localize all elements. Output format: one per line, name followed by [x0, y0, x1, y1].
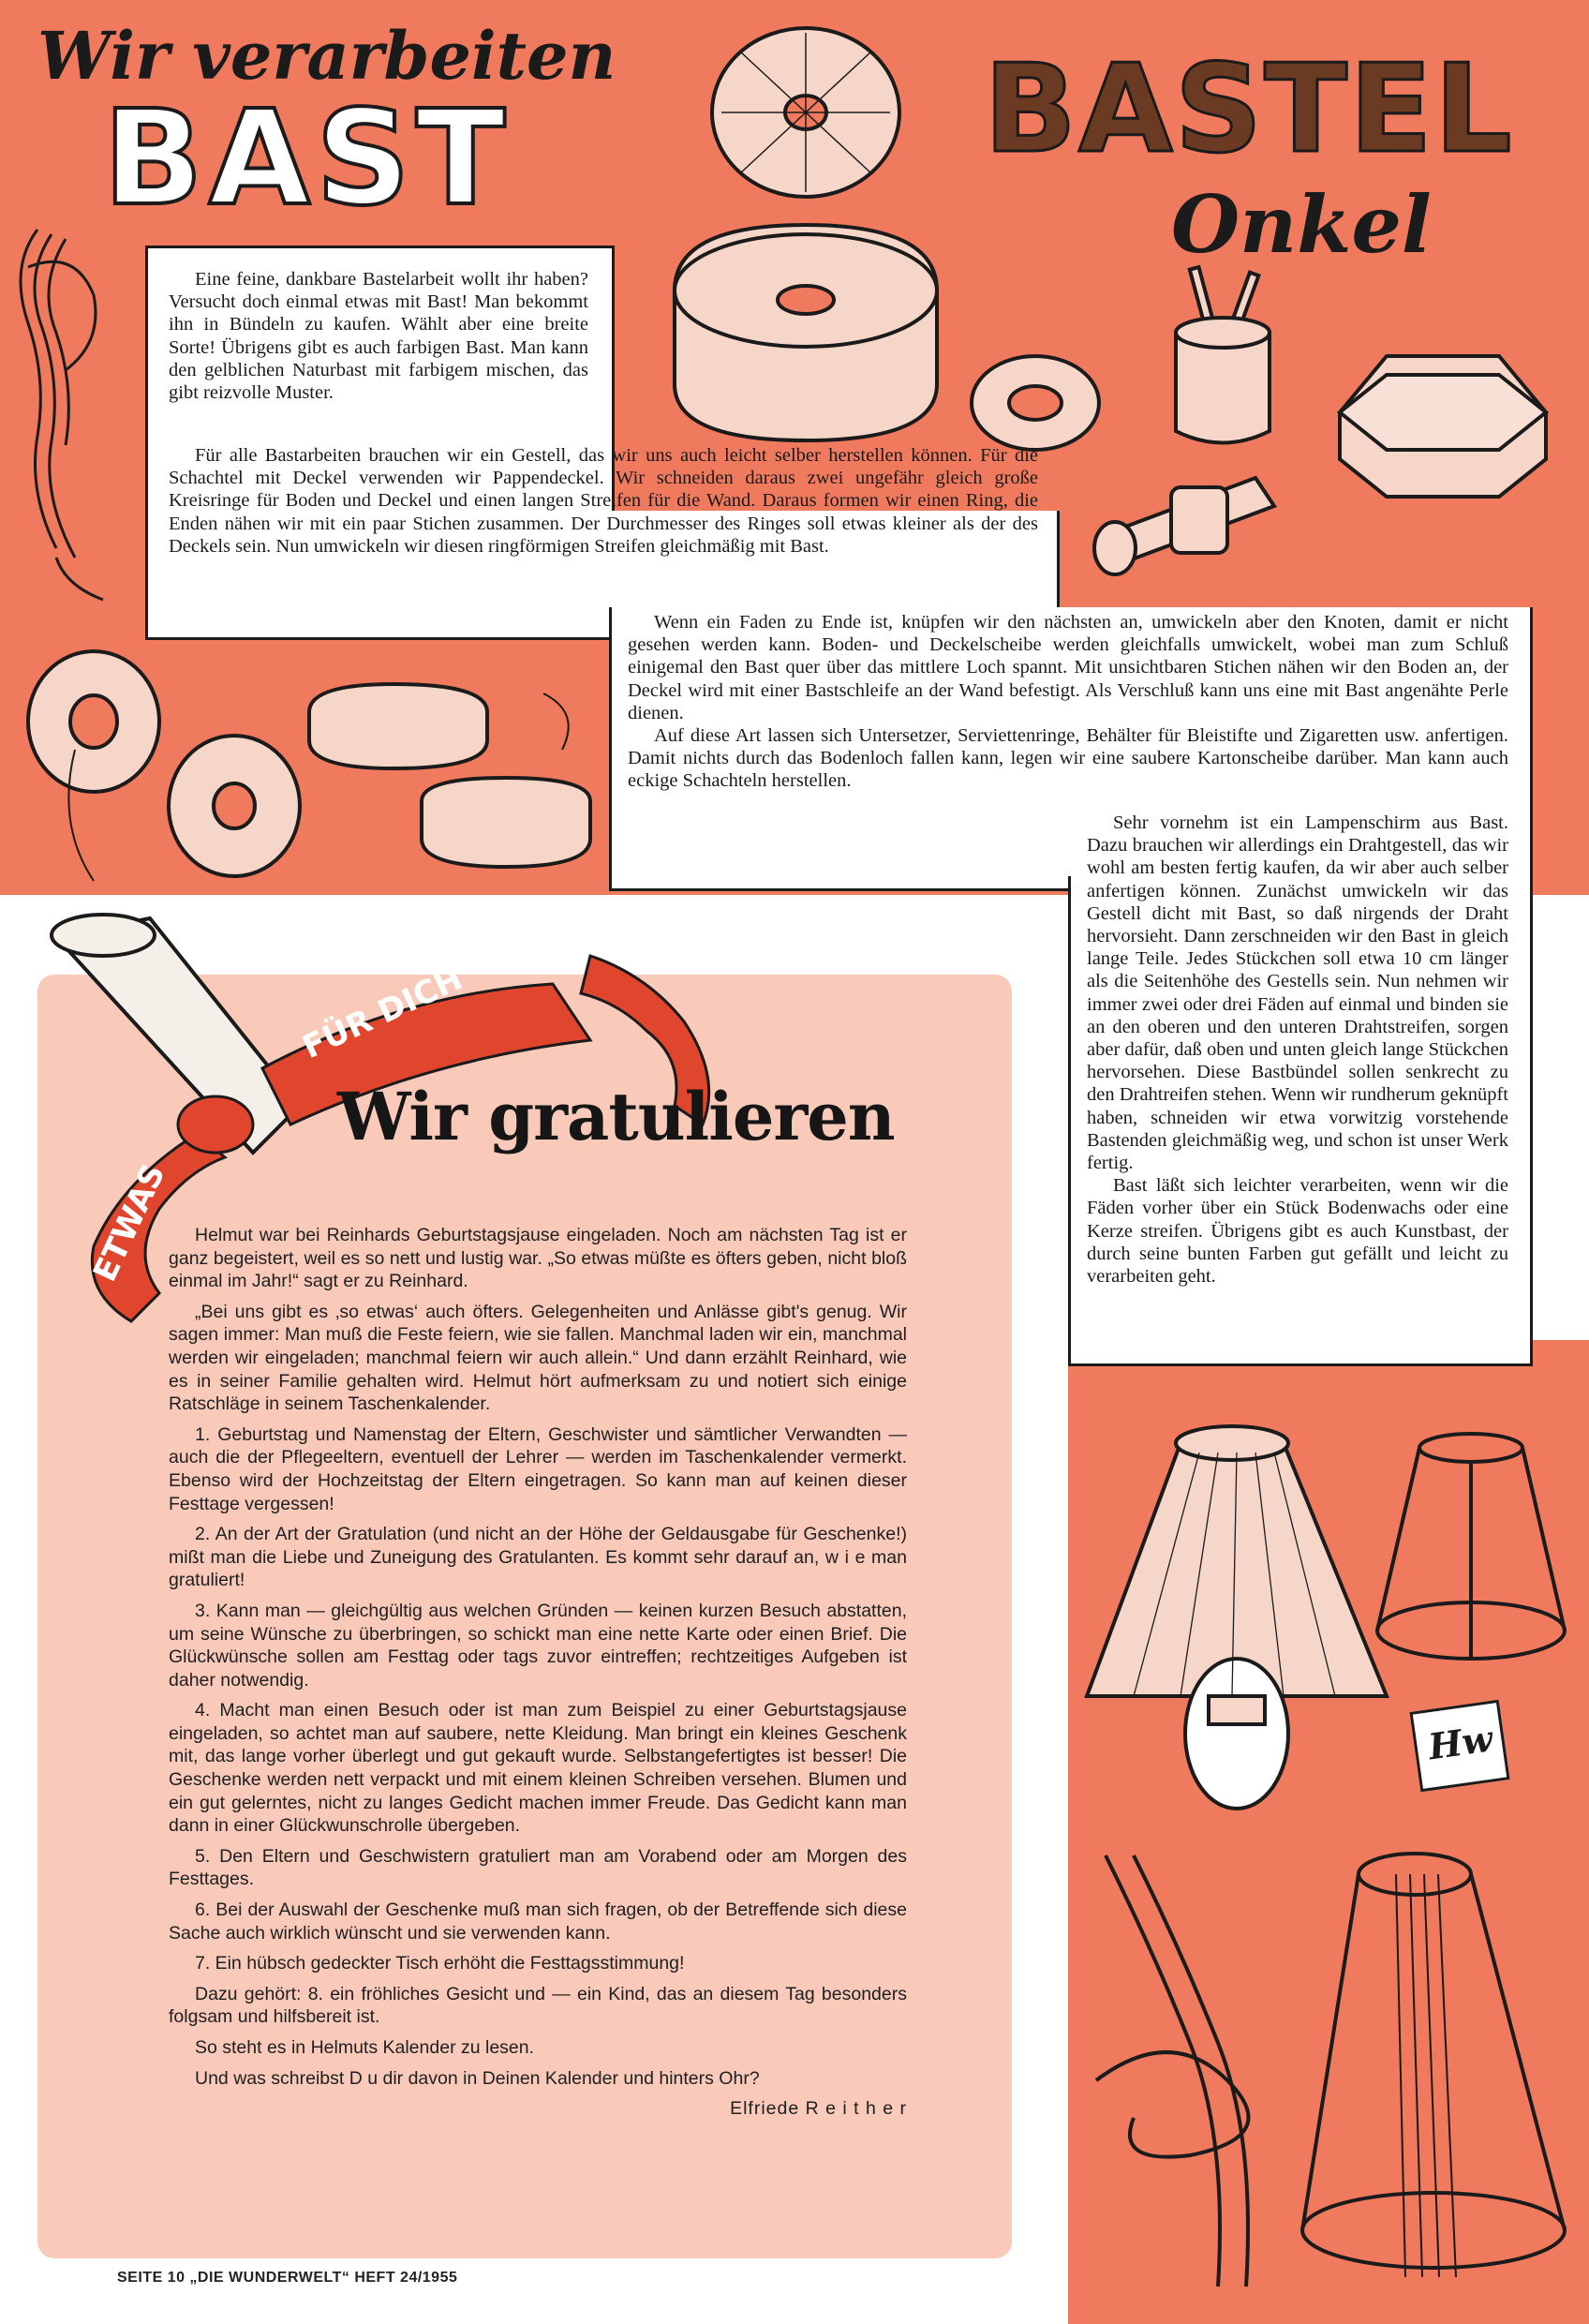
gratulation-paragraph: Helmut war bei Reinhards Geburtstagsjause eingeladen. Noch am nächsten Tag ist er ganz begeistert, weil es so nett und lustig war. „So etwas müßte es öfters geben, nicht bloß einmal im Jahr!“ sagt er zu Reinhard. — [169, 1225, 907, 1292]
gratulation-paragraph: 7. Ein hübsch gedeckter Tisch erhöht die Festtagsstimmung! — [195, 1953, 685, 1974]
gratulation-paragraph: Dazu gehört: 8. ein fröhliches Gesicht und — ein Kind, das an diesem Tag besonders folgsam und hilfsbereit ist. — [169, 1983, 907, 2028]
gratulation-author: Elfriede R e i t h e r — [730, 2098, 907, 2120]
bast-coil-illustration — [0, 211, 141, 604]
lamp-frame-with-bast-illustration — [1293, 1837, 1583, 2305]
bast-knot-illustration — [1077, 1837, 1293, 2305]
bast-paragraph-6: Bast läßt sich leichter verarbeiten, wenn wir die Fäden vorher über ein Stück Bodenwachs oder eine Kerze streifen. Übrigens gibt es auch Kunstbast, der durch seine bunten Farben gut gefällt und leicht zu verarbeiten geht. — [1087, 1175, 1508, 1288]
gratulation-paragraph: 3. Kann man — gleichgültig aus welchen Gründen — keinen kurzen Besuch abstatten, um seine Wünsche zu überbringen, so schickt man eine nette Karte oder einen Brief. Die Glückwünsche sollen am Festtag oder tags zuvor eintreffen; rechtzeitiges Aufgeben ist daher notwendig. — [169, 1600, 907, 1691]
bast-frame-text — [169, 444, 1038, 558]
gratulation-paragraph: „Bei uns gibt es ‚so etwas‘ auch öfters. Gelegenheiten und Anlässe gibt's genug. Wir sagen immer: Man muß die Feste feiern, wie sie fallen. Manchmal laden wir ein, manchmal werden wir eingeladen; manchmal feiern wir auch allein.“ Und dann erzählt Reinhard, wie es in seiner Familie gehalten wird. Helmut hört aufmerksam zu und notiert sich einige Ratschläge in seinem Taschenkalender. — [169, 1301, 907, 1415]
page-footer: SEITE 10 „DIE WUNDERWELT“ HEFT 24/1955 — [117, 2270, 458, 2286]
lampshade-illustration — [1077, 1415, 1405, 1855]
pencil-cup-illustration — [1162, 267, 1284, 454]
napkin-ring-illustration — [1087, 450, 1293, 590]
bast-paragraph-4: Auf diese Art lassen sich Untersetzer, Serviettenringe, Behälter für Bleistifte und Zigaretten usw. anfertigen. Damit nichts durch das Bodenloch fallen kann, legen wir eine saubere Kartonscheibe darüber. Man kann auch eckige Schachteln herstellen. — [628, 725, 1508, 792]
gratulation-paragraph: 2. An der Art der Gratulation (und nicht an der Höhe der Geldausgabe für Geschenke!) mißt man die Liebe und Zuneigung des Gratulanten. Es kommt sehr darauf an, w i e man gratuliert! — [169, 1524, 907, 1591]
bast-wrap-text — [628, 611, 1508, 793]
ribbon-right-text: FÜR DICH — [296, 960, 468, 1067]
bast-ring-illustration — [965, 347, 1106, 459]
gratulation-text — [169, 1224, 907, 2128]
gratulation-paragraph: Und was schreibst D u dir davon in Deinen Kalender und hinters Ohr? — [195, 2067, 760, 2089]
bast-paragraph-3: Wenn ein Faden zu Ende ist, knüpfen wir den nächsten an, umwickeln aber den Knoten, damit er nicht gesehen werden kann. Boden- und Deckelscheibe werden gleichfalls umwickelt, wobei man zum Schluß einigemal den Bast quer über das mittlere Loch spannt. Mit unsichtbaren Stichen nähen wir den Boden an, der Deckel wird mit einer Bastschleife an der Wand befestigt. Als Verschluß kann uns eine mit Bast angenähte Perle dienen. — [628, 612, 1508, 723]
bastel-logo-word: BASTEL — [984, 37, 1514, 180]
ring-steps-illustration — [19, 637, 600, 890]
bast-paragraph-5: Sehr vornehm ist ein Lampenschirm aus Bast. Dazu brauchen wir allerdings ein Drahtgestell, das wir wohl am besten fertig kaufen, da wir aber auch selber anfertigen können. Zunächst umwickeln wir das Gestell dicht mit Bast, so daß nirgends der Draht hervorsieht. Dann zerschneiden wir den Bast in gleich lange Teile. Jedes Stückchen soll etwa 10 cm länger als die Seitenhöhe des Gestells sein. Nun nehmen wir immer zwei oder drei Fäden auf einmal und binden sie an den oberen und den unteren Drahtstreifen, sorgen aber dafür, daß oben und unten gleich lange Stückchen hervorsehen. Diese Bastbündel sollen senkrecht zu den Drahtreifen stehen. Wenn wir rundherum geknüpft haben, schneiden wir etwa vorwitzig vorstehende Bastenden gleichmäßig weg, und schon ist unser Werk fertig. — [1087, 812, 1508, 1174]
gratulation-heading: Wir gratulieren — [337, 1078, 895, 1155]
bastel-onkel-logo — [984, 28, 1583, 272]
signature-text: Hw — [1425, 1717, 1495, 1768]
lamp-frame-illustration — [1368, 1424, 1574, 1668]
gratulation-paragraph: So steht es in Helmuts Kalender zu lesen. — [195, 2037, 535, 2058]
bast-paragraph-2: Für alle Bastarbeiten brauchen wir ein Gestell, das wir uns auch leicht selber herstellen können. Für die Schachtel mit Deckel verwenden wir Pappendeckel. Wir schneiden daraus zwei ungefähr gleich große Kreisringe für Boden und Deckel und einen langen Streifen für die Wand. Daraus formen wir einen Ring, die Enden nähen wir mit ein paar Stichen zusammen. Der Durchmesser des Ringes soll etwas kleiner als der des Deckels sein. Nun umwickeln wir diesen ringförmigen Streifen gleichmäßig mit Bast. — [169, 445, 1038, 557]
onkel-logo-word: Onkel — [1171, 178, 1432, 271]
hexagon-box-illustration — [1330, 347, 1555, 506]
gratulation-paragraph: 6. Bei der Auswahl der Geschenke muß man sich fragen, ob der Betreffende sich diese Sache auch wirklich wünscht und sie verwenden kann. — [169, 1899, 907, 1944]
title-script: Wir verarbeiten — [37, 17, 616, 95]
ribbon-left-text: ETWAS — [85, 1158, 173, 1288]
title-bast: BAST — [103, 82, 512, 235]
bast-intro-text — [169, 268, 588, 404]
signature-card — [1409, 1700, 1509, 1793]
gratulation-paragraph: 1. Geburtstag und Namenstag der Eltern, Geschwister und sämtlicher Verwandten — auch die der Pflegeeltern, eventuell der Lehrer — werden im Taschenkalender vermerkt. Ebenso wird der Hochzeitstag der Eltern eingetragen. So kann man auf keinen dieser Festtage vergessen! — [169, 1423, 907, 1514]
gratulation-paragraph: 5. Den Eltern und Geschwistern gratuliert man am Vorabend oder am Morgen des Festtages. — [169, 1845, 907, 1890]
gratulation-paragraph: 4. Macht man einen Besuch oder ist man zum Beispiel zu einer Geburtstagsjause eingeladen, so achtet man auf saubere, nette Kleidung. Man bringt ein kleines Geschenk mit, das lange vorher überlegt und gut gekauft wurde. Selbstangefertigtes ist besser! Die Geschenke werden nett verpackt und mit einem kleinen Schreiben versehen. Blumen und ein gut gelerntes, nicht zu langes Gedicht machen immer Freude. Das Gedicht kann man dann in einer Glückwunschrolle übergeben. — [169, 1700, 907, 1837]
bast-lampshade-text — [1087, 812, 1508, 1288]
bast-paragraph-1: Eine feine, dankbare Bastelarbeit wollt ihr haben? Versucht doch einmal etwas mit Bast! Man bekommt ihn in Bündeln zu kaufen. Wählt aber eine breite Sorte! Übrigens gibt es auch farbigen Bast. Man kann den gelblichen Naturbast mit farbigem mischen, das gibt reizvolle Muster. — [169, 269, 588, 404]
